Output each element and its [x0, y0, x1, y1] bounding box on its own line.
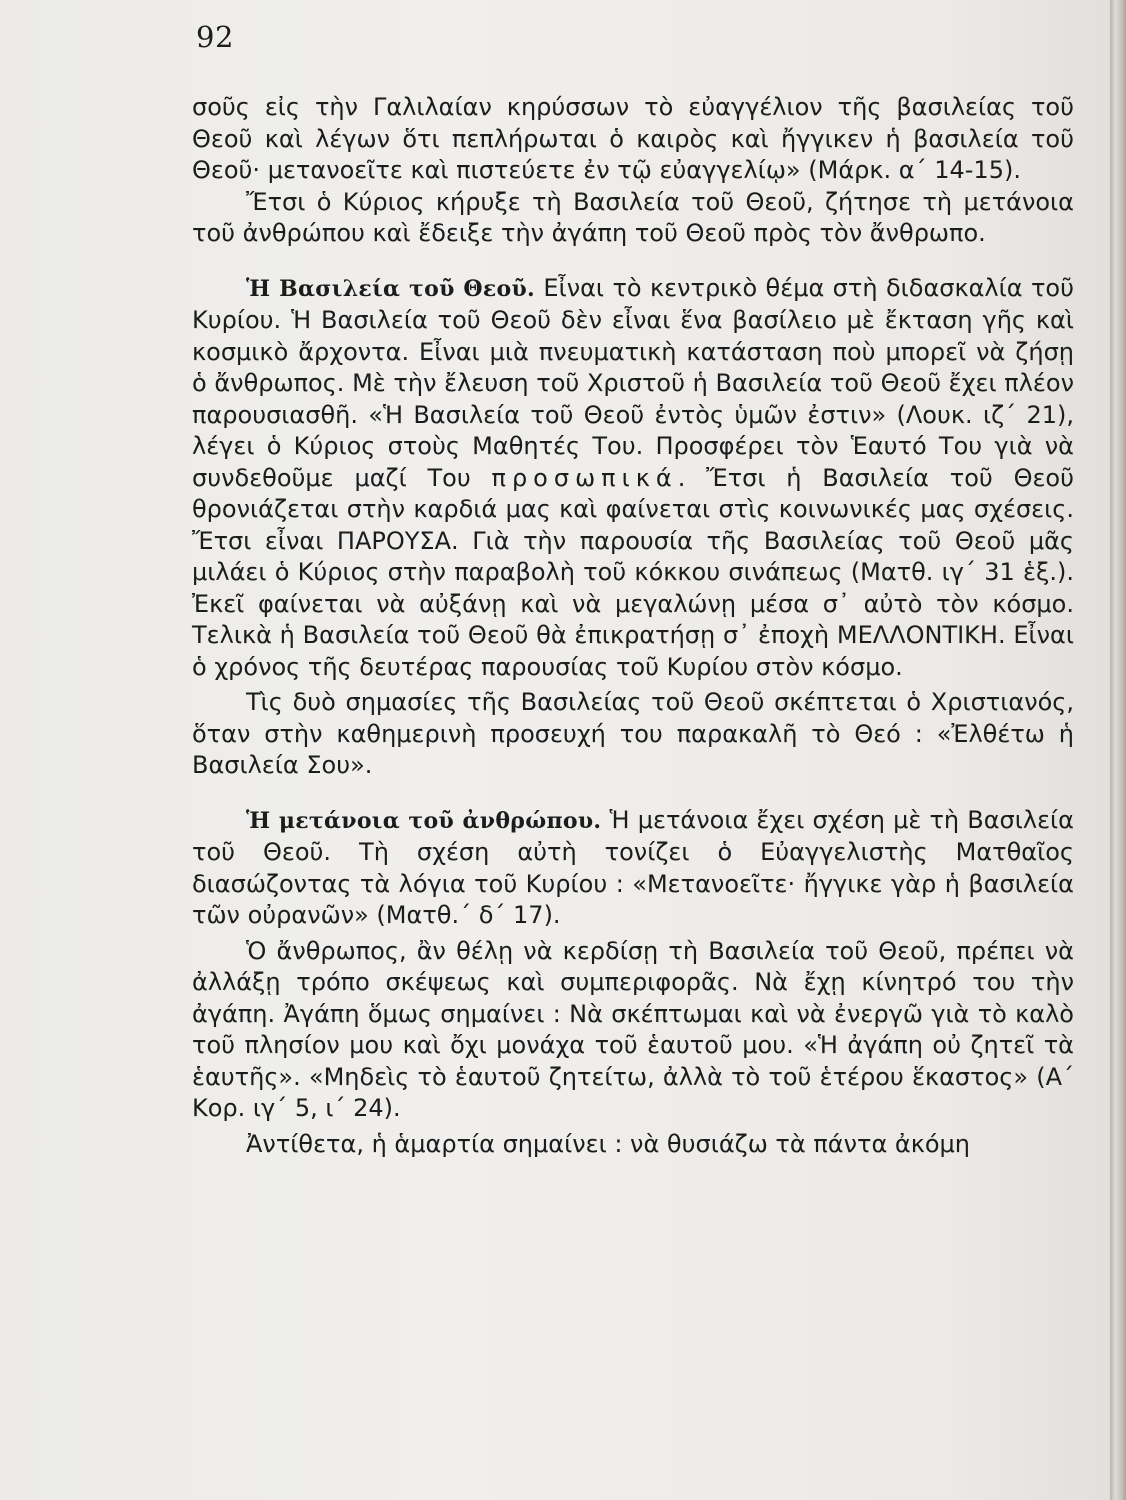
section-repentance-text: Ἡ μετάνοια ἔχει σχέση μὲ τὴ Βασιλεία τοῦ Θεοῦ. Τὴ σχέση αὐτὴ τονίζει ὁ Εὐαγγελιστὴς Ματθαῖος διασώζοντας τὰ λόγια τοῦ Κυρίου : «Μετανοεῖτε· ἤγγικε γὰρ ἡ βασιλεία τῶν οὐρανῶν» (Ματθ.΄ δ΄ 17).	[192, 805, 1074, 929]
section-heading-repentance: Ἡ μετάνοια τοῦ ἀνθρώπου.	[246, 807, 602, 834]
section-kingdom-text-b: . Ἔτσι ἡ Βασιλεία τοῦ Θεοῦ θρονιάζεται στὴν καρδιά μας καὶ φαίνεται στὶς κοινωνικές μας σχέσεις. Ἔτσι εἶναι ΠΑΡΟΥΣΑ. Γιὰ τὴν παρουσία τῆς Βασιλείας τοῦ Θεοῦ μᾶς μιλάει ὁ Κύριος στὴν παραβολὴ τοῦ κόκκου σινάπεως (Ματθ. ιγ΄ 31 ἑξ.). Ἐκεῖ φαίνεται νὰ αὐξάνῃ καὶ νὰ μεγαλώνῃ μέσα σ᾿ αὐτὸ τὸν κόσμο. Τελικὰ ἡ Βασιλεία τοῦ Θεοῦ θὰ ἐπικρατήσῃ σ᾿ ἐποχὴ ΜΕΛΛΟΝΤΙΚΗ. Εἶναι ὁ χρόνος τῆς δευτέρας παρουσίας τοῦ Κυρίου στὸν κόσμο.	[192, 463, 1074, 681]
body-text	[192, 92, 1074, 1160]
section-heading-kingdom: Ἡ Βασιλεία τοῦ Θεοῦ.	[246, 275, 536, 302]
section-repentance	[192, 805, 1074, 932]
section-kingdom-of-god	[192, 273, 1074, 684]
paragraph-two-meanings: Τὶς δυὸ σημασίες τῆς Βασιλείας τοῦ Θεοῦ σκέπτεται ὁ Χριστιανός, ὅταν στὴν καθημερινὴ προσευχή του παρακαλῆ τὸ Θεό : «Ἐλθέτω ἡ Βασιλεία Σου».	[192, 688, 1074, 779]
paragraph-continuation: σοῦς εἰς τὴν Γαλιλαίαν κηρύσσων τὸ εὐαγγέλιον τῆς βασιλείας τοῦ Θεοῦ καὶ λέγων ὅτι πεπλήρωται ὁ καιρὸς καὶ ἤγγικεν ἡ βασιλεία τοῦ Θεοῦ· μετανοεῖτε καὶ πιστεύετε ἐν τῷ εὐαγγελίῳ» (Μάρκ. α΄ 14-15).	[192, 93, 1074, 184]
page-edge	[1110, 0, 1126, 1500]
spaced-word: προσωπικά	[491, 463, 678, 492]
paragraph-summary: Ἔτσι ὁ Κύριος κήρυξε τὴ Βασιλεία τοῦ Θεοῦ, ζήτησε τὴ μετάνοια τοῦ ἀνθρώπου καὶ ἔδειξε τὴν ἀγάπη τοῦ Θεοῦ πρὸς τὸν ἄνθρωπο.	[192, 187, 1074, 247]
section-kingdom-text-a: Εἶναι τὸ κεντρικὸ θέμα στὴ διδασκαλία τοῦ Κυρίου. Ἡ Βασιλεία τοῦ Θεοῦ δὲν εἶναι ἕνα βασίλειο μὲ ἔκταση γῆς καὶ κοσμικὸ ἄρχοντα. Εἶναι μιὰ πνευματικὴ κατάσταση ποὺ μπορεῖ νὰ ζήσῃ ὁ ἄνθρωπος. Μὲ τὴν ἔλευση τοῦ Χριστοῦ ἡ Βασιλεία τοῦ Θεοῦ ἔχει πλέον παρουσιασθῆ. «Ἡ Βασιλεία τοῦ Θεοῦ ἐντὸς ὑμῶν ἐστιν» (Λουκ. ιζ΄ 21), λέγει ὁ Κύριος στοὺς Μαθητές Του. Προσφέρει τὸν Ἑαυτό Του γιὰ νὰ συνδεθοῦμε μαζί Του	[192, 273, 1074, 492]
paragraph-love: Ὁ ἄνθρωπος, ἂν θέλῃ νὰ κερδίσῃ τὴ Βασιλεία τοῦ Θεοῦ, πρέπει νὰ ἀλλάξῃ τρόπο σκέψεως καὶ συμπεριφορᾶς. Νὰ ἔχῃ κίνητρό του τὴν ἀγάπη. Ἀγάπη ὅμως σημαίνει : Νὰ σκέπτωμαι καὶ νὰ ἐνεργῶ γιὰ τὸ καλὸ τοῦ πλησίον μου καὶ ὄχι μονάχα τοῦ ἑαυτοῦ μου. «Ἡ ἀγάπη οὐ ζητεῖ τὰ ἑαυτῆς». «Μηδεὶς τὸ ἑαυτοῦ ζητείτω, ἀλλὰ τὸ τοῦ ἑτέρου ἕκαστος» (Α΄ Κορ. ιγ΄ 5, ι΄ 24).	[192, 936, 1074, 1122]
paragraph-sin: Ἀντίθετα, ἡ ἁμαρτία σημαίνει : νὰ θυσιάζω τὰ πάντα ἀκόμη	[246, 1129, 971, 1158]
page-number: 92	[196, 20, 234, 54]
